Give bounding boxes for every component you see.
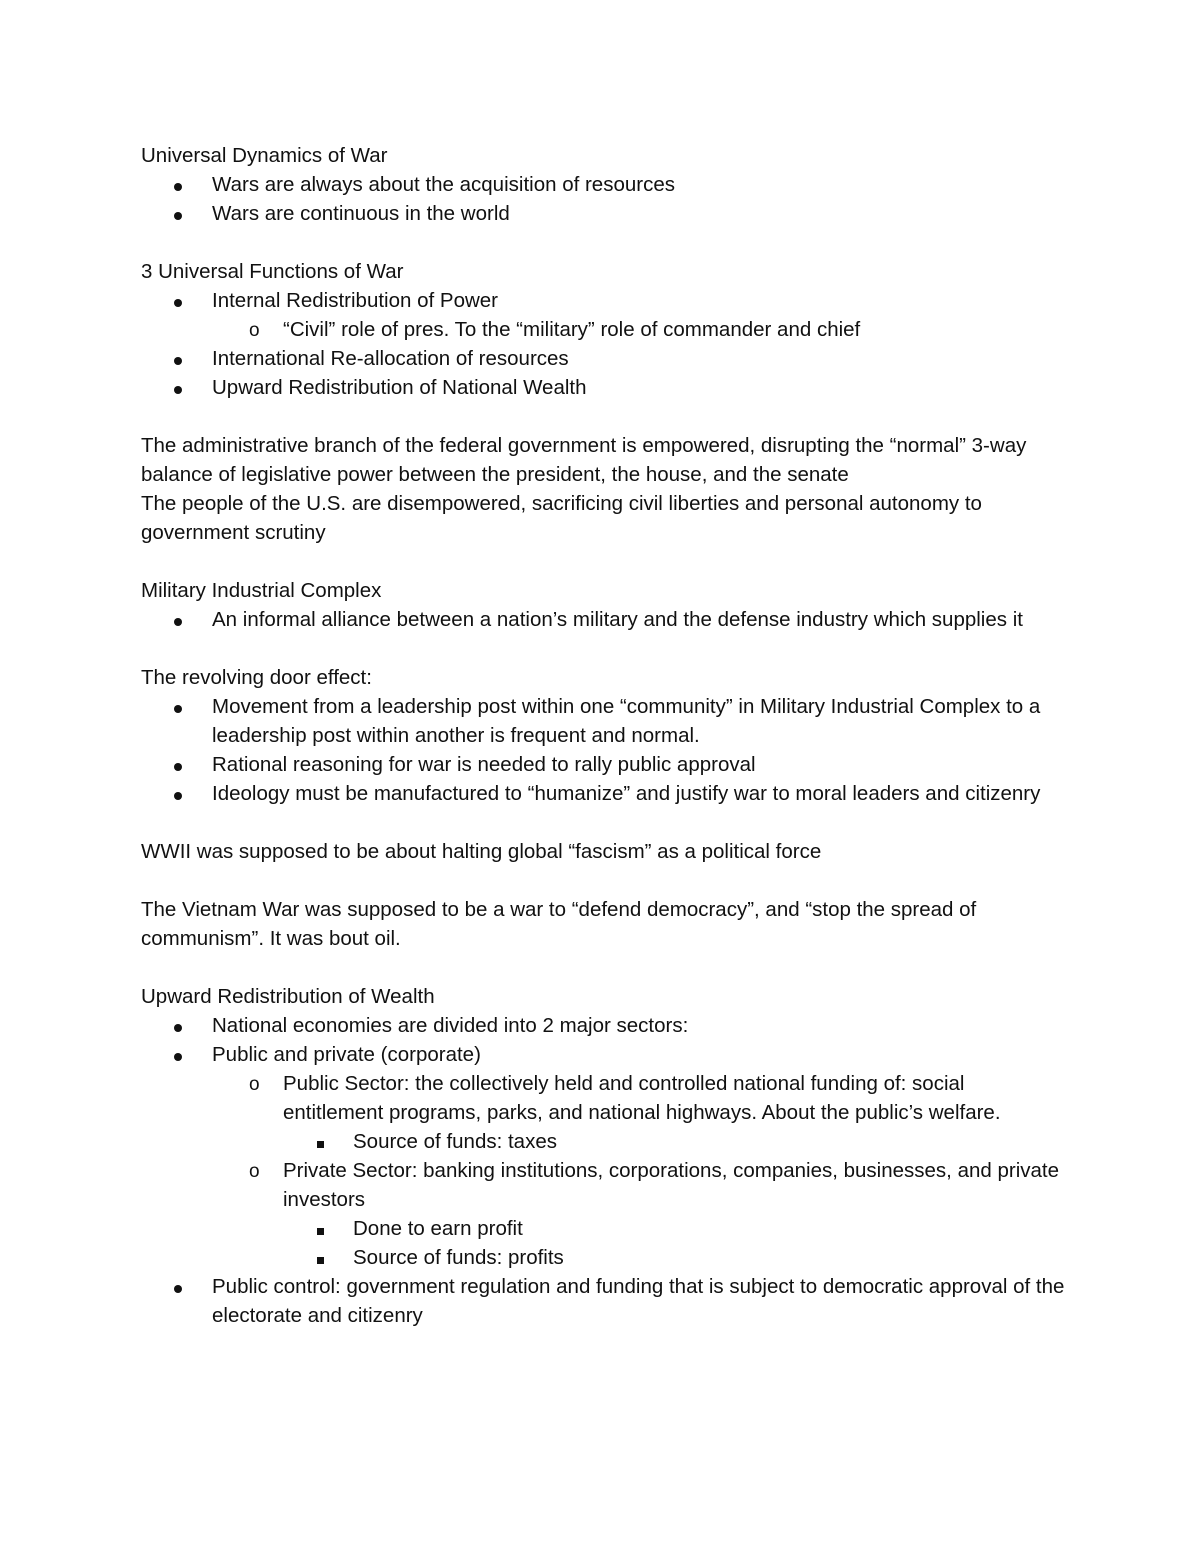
spacer: [141, 808, 1066, 837]
list-item: National economies are divided into 2 major sectors:: [141, 1011, 1066, 1040]
list-item: Upward Redistribution of National Wealth: [141, 373, 1066, 402]
spacer: [141, 634, 1066, 663]
bullet-icon: [174, 1040, 182, 1069]
list-item: o “Civil” role of pres. To the “military” role of commander and chief: [141, 315, 1066, 344]
list-item: Ideology must be manufactured to “humanize” and justify war to moral leaders and citizenry: [141, 779, 1066, 808]
paragraph-administrative-branch: The administrative branch of the federal government is empowered, disrupting the “normal” 3-way balance of legislative power between the president, the house, and the senate: [141, 434, 1027, 486]
bullet-icon: [174, 170, 182, 199]
list-item: An informal alliance between a nation’s military and the defense industry which supplies it: [141, 605, 1066, 634]
spacer: [141, 953, 1066, 982]
spacer: [141, 228, 1066, 257]
list-item: Internal Redistribution of Power: [141, 286, 1066, 315]
list-item: o Private Sector: banking institutions, corporations, companies, businesses, and private investors: [141, 1156, 1066, 1214]
paragraph-people-disempowered: The people of the U.S. are disempowered, sacrificing civil liberties and personal autonomy to government scrutiny: [141, 492, 982, 544]
paragraph-vietnam-war: The Vietnam War was supposed to be a war to “defend democracy”, and “stop the spread of communism”. It was bout oil.: [141, 898, 977, 950]
list-item: Source of funds: taxes: [141, 1127, 1066, 1156]
square-bullet-icon: [317, 1214, 324, 1243]
list-item: Rational reasoning for war is needed to rally public approval: [141, 750, 1066, 779]
list-item: Wars are continuous in the world: [141, 199, 1066, 228]
heading-universal-dynamics: Universal Dynamics of War: [141, 144, 388, 167]
square-bullet-icon: [317, 1127, 324, 1156]
bullet-icon: [174, 344, 182, 373]
paragraph-wwii: WWII was supposed to be about halting global “fascism” as a political force: [141, 840, 822, 863]
circle-bullet-icon: o: [249, 1161, 260, 1182]
bullet-icon: [174, 605, 182, 634]
bullet-icon: [174, 1272, 182, 1301]
spacer: [141, 547, 1066, 576]
heading-military-industrial-complex: Military Industrial Complex: [141, 579, 382, 602]
spacer: [141, 402, 1066, 431]
heading-universal-functions: 3 Universal Functions of War: [141, 260, 404, 283]
bullet-icon: [174, 373, 182, 402]
square-bullet-icon: [317, 1243, 324, 1272]
circle-bullet-icon: o: [249, 320, 260, 341]
bullet-icon: [174, 1011, 182, 1040]
list-item: Source of funds: profits: [141, 1243, 1066, 1272]
list-item: Wars are always about the acquisition of resources: [141, 170, 1066, 199]
bullet-icon: [174, 692, 182, 721]
bullet-icon: [174, 750, 182, 779]
spacer: [141, 866, 1066, 895]
list-item: Done to earn profit: [141, 1214, 1066, 1243]
heading-upward-redistribution: Upward Redistribution of Wealth: [141, 985, 435, 1008]
bullet-icon: [174, 779, 182, 808]
heading-revolving-door: The revolving door effect:: [141, 666, 372, 689]
list-item: International Re-allocation of resources: [141, 344, 1066, 373]
list-item: Movement from a leadership post within one “community” in Military Industrial Complex to a leadership post within another is frequent and normal.: [141, 692, 1066, 750]
bullet-icon: [174, 286, 182, 315]
document-page: [141, 141, 1066, 1330]
list-item: Public and private (corporate): [141, 1040, 1066, 1069]
list-item: Public control: government regulation and funding that is subject to democratic approval of the electorate and citizenry: [141, 1272, 1066, 1330]
bullet-icon: [174, 199, 182, 228]
list-item: o Public Sector: the collectively held and controlled national funding of: social entitlement programs, parks, and national highways. About the public’s welfare.: [141, 1069, 1066, 1127]
circle-bullet-icon: o: [249, 1074, 260, 1095]
